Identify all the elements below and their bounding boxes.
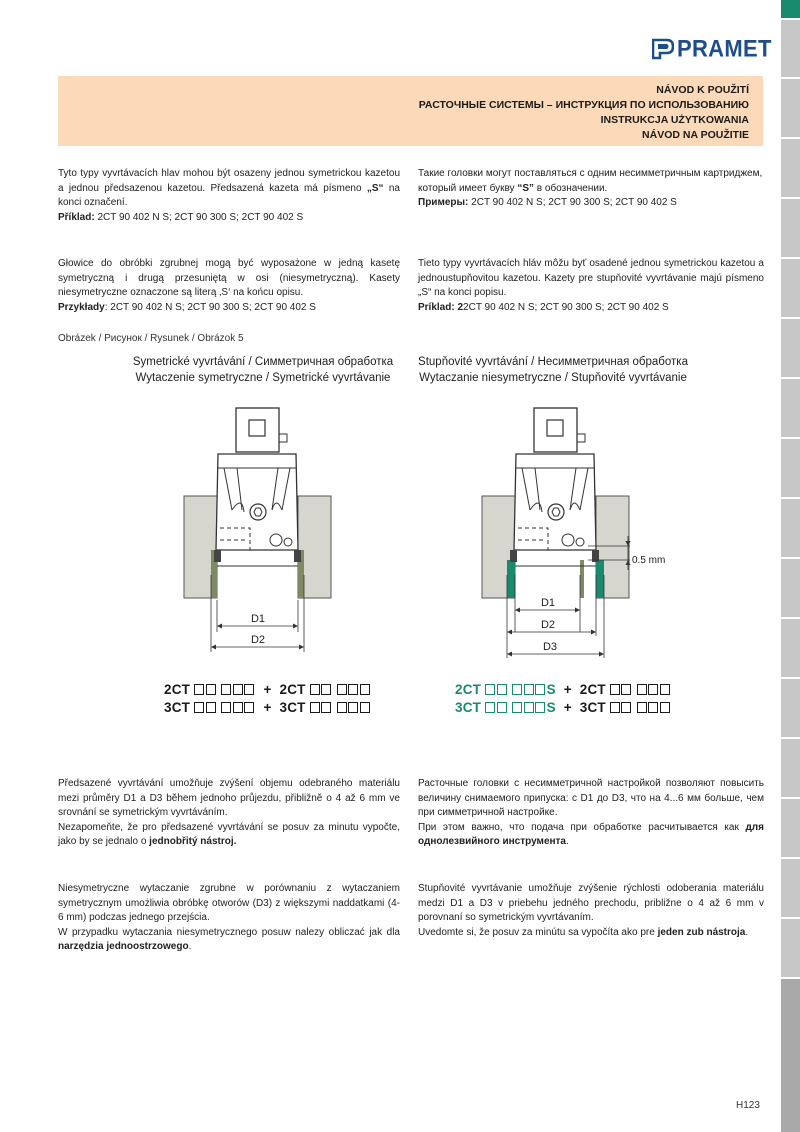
dimension-d2-label: D2 xyxy=(540,619,556,631)
header-line: INSTRUKCJA UŻYTKOWANIA xyxy=(600,114,749,126)
text: Stupňovité vyvrtávanie umožňuje zvýšenie rýchlosti odoberania materiálu medzi D1 a D3 v priebehu jedného prechodu, približne o 4 až 6 mm v porovnaní so symetrickým vyvrtávaním. xyxy=(418,883,764,923)
code-box xyxy=(360,684,370,695)
code-box xyxy=(648,684,658,695)
title-line: Wytaczenie symetryczne / Symetrické vyvrtávanie xyxy=(135,372,391,384)
side-tab[interactable] xyxy=(781,499,800,557)
outro-cz xyxy=(58,777,400,850)
header-band xyxy=(58,76,763,146)
text: W przypadku wytaczania niesymetrycznego posuw nalezy obliczać jak dla xyxy=(58,926,400,938)
center-screw xyxy=(548,504,564,520)
example-text: 2CT 90 402 N S; 2CT 90 300 S; 2CT 90 402 S xyxy=(463,301,669,313)
code-box xyxy=(485,684,495,695)
code-box xyxy=(535,684,545,695)
stepped-boring-drawing xyxy=(470,400,700,670)
pramet-logo-icon xyxy=(652,38,674,60)
side-tab-active[interactable] xyxy=(781,0,800,18)
side-tab-strip xyxy=(781,0,800,1132)
side-tab[interactable] xyxy=(781,379,800,437)
text: . xyxy=(745,926,749,938)
header-line: NÁVOD NA POUŽITIE xyxy=(642,129,749,141)
shank xyxy=(534,408,577,452)
code-box xyxy=(621,684,631,695)
text: в обозначении. xyxy=(534,182,608,194)
code-prefix: 2CT xyxy=(455,682,482,697)
stock-left xyxy=(507,560,515,598)
adjust-screw xyxy=(284,538,292,546)
brand-name: PRAMET xyxy=(677,34,772,62)
title-line: Wytaczanie niesymetryczne / Stupňovité vyvrtávanie xyxy=(419,372,687,384)
text: Niesymetryczne wytaczanie zgrubne w porównaniu z wytaczaniem symetrycznym umożliwia obróbkę otworów (D3) z większymi naddatkami (4-6 mm) podczas jednego przejścia. xyxy=(58,883,400,923)
stock-right xyxy=(596,560,604,598)
code-box xyxy=(485,702,495,713)
code-box xyxy=(621,702,631,713)
text: Tieto typy vyvrtávacích hláv môžu byť osadené jednou symetrickou kazetou a jednoustupňovitou kazetou. Kazety pre stupňovité vyvrtávanie majú písmeno „S“ na konci popisu. xyxy=(418,258,764,298)
text-bold: „S“ xyxy=(366,182,384,194)
code-box xyxy=(497,684,507,695)
title-line: Stupňovité vyvrtávání / Несимметричная обработка xyxy=(418,356,688,368)
code-prefix: 2CT xyxy=(279,682,306,697)
side-tab[interactable] xyxy=(781,799,800,857)
code-box xyxy=(321,702,331,713)
code-box xyxy=(194,702,204,713)
title-line: Symetrické vyvrtávání / Симметричная обработка xyxy=(132,356,394,368)
code-box xyxy=(348,702,358,713)
code-box xyxy=(524,702,534,713)
shank xyxy=(236,408,279,452)
code-box xyxy=(660,702,670,713)
header-title xyxy=(419,83,749,143)
code-line-2ct-s xyxy=(455,681,671,699)
example-label: Przykłady xyxy=(58,301,105,313)
code-box xyxy=(610,684,620,695)
dimension-d3-label: D3 xyxy=(542,641,558,653)
code-box xyxy=(194,684,204,695)
text: Předsazené vyvrtávání umožňuje zvýšení objemu odebraného materiálu mezi průměry D1 a D3 během jednoho průjezdu, přibližně o 4 až 6 mm ve srovnání se symetrickým vyvrtáváním. xyxy=(58,778,400,818)
text: Такие головки могут поставляться с одним несимметричным картриджем, который имеет букву xyxy=(418,168,763,194)
side-tab[interactable] xyxy=(781,619,800,677)
outro-pl xyxy=(58,882,400,955)
code-box xyxy=(637,684,647,695)
side-tab[interactable] xyxy=(781,319,800,377)
brand-logo xyxy=(652,36,772,62)
insert-left xyxy=(510,550,517,562)
cartridge-screw xyxy=(270,534,282,546)
code-box xyxy=(512,684,522,695)
code-box xyxy=(535,702,545,713)
code-box xyxy=(221,702,231,713)
text: Nezapomeňte, že pro předsazené vyvrtávání se posuv za minutu vypočte, jako by se jednalo o xyxy=(58,821,400,847)
adjust-screw xyxy=(576,538,584,546)
text: . xyxy=(188,941,192,952)
intro-sk xyxy=(418,257,764,315)
code-box xyxy=(206,702,216,713)
figure-left-title xyxy=(108,354,418,386)
outro-ru xyxy=(418,777,764,850)
plus-sign: + xyxy=(563,682,572,697)
text-bold: jeden zub nástroja xyxy=(657,926,746,938)
code-prefix: 3CT xyxy=(279,700,306,715)
code-prefix: 2CT xyxy=(579,682,606,697)
side-tab[interactable] xyxy=(781,259,800,317)
code-box xyxy=(206,684,216,695)
text: Uvedomte si, že posuv za minútu sa vypočíta ako pre xyxy=(418,926,658,938)
code-box xyxy=(637,702,647,713)
dimension-d1-label: D1 xyxy=(250,613,266,625)
code-box xyxy=(233,702,243,713)
example-label: Příklad: xyxy=(58,211,95,223)
text-bold: “S” xyxy=(517,182,535,194)
example-text: 2CT 90 402 N S; 2CT 90 300 S; 2CT 90 402 S xyxy=(94,211,304,223)
code-box xyxy=(497,702,507,713)
code-box xyxy=(233,684,243,695)
plus-sign: + xyxy=(263,700,272,715)
shank-key xyxy=(577,434,585,442)
text-bold: narzędzia jednoostrzowego xyxy=(58,941,189,952)
code-line-3ct-s xyxy=(455,699,671,717)
offset-label: 0.5 mm xyxy=(632,555,666,566)
shank-key xyxy=(279,434,287,442)
insert-right xyxy=(294,550,301,562)
text: Tyto typy vyvrtávacích hlav mohou být osazeny jednou symetrickou kazetou a jednou předsazenou kazetou. Předsazená kazeta má písmeno xyxy=(58,168,400,194)
code-prefix: 3CT xyxy=(579,700,606,715)
header-line: РАСТОЧНЫЕ СИСТЕМЫ – ИНСТРУКЦИЯ ПО ИСПОЛЬЗОВАНИЮ xyxy=(418,99,749,111)
center-screw xyxy=(250,504,266,520)
code-box xyxy=(348,684,358,695)
text: Głowice do obróbki zgrubnej mogą być wyposażone w jedną kasetę symetryczną i drugą przesuniętą w osi (niesymetryczną). Kasety niesymetryczne oznaczone są literą ‚S‘ na końcu opisu. xyxy=(58,258,400,298)
text-bold: для однолезвийного инструмента xyxy=(418,821,764,847)
code-box xyxy=(310,702,320,713)
code-box xyxy=(310,684,320,695)
side-tab[interactable] xyxy=(781,439,800,497)
intro-cz xyxy=(58,167,400,225)
plus-sign: + xyxy=(563,700,572,715)
side-tab[interactable] xyxy=(781,199,800,257)
code-box xyxy=(610,702,620,713)
text: . xyxy=(566,836,569,847)
side-tab[interactable] xyxy=(781,79,800,137)
figure-right-title xyxy=(398,354,708,386)
text: При этом важно, что подача при обработке расчитывается как xyxy=(418,821,746,833)
cartridge-screw xyxy=(562,534,574,546)
symmetric-boring-drawing xyxy=(170,400,340,660)
header-line: NÁVOD K POUŽITÍ xyxy=(656,84,749,96)
code-box xyxy=(660,684,670,695)
code-prefix: 2CT xyxy=(164,682,191,697)
code-prefix: 3CT xyxy=(455,700,482,715)
side-tab-group[interactable] xyxy=(781,979,800,1132)
code-box xyxy=(360,702,370,713)
code-line-2ct xyxy=(164,681,371,699)
plus-sign: + xyxy=(263,682,272,697)
text-bold: jednobřitý nástroj. xyxy=(149,836,237,847)
side-tab[interactable] xyxy=(781,919,800,977)
code-line-3ct xyxy=(164,699,371,717)
code-suffix: S xyxy=(546,700,556,715)
figure-caption: Obrázek / Рисунок / Rysunek / Obrázok 5 xyxy=(58,333,244,344)
code-box xyxy=(221,684,231,695)
code-suffix: S xyxy=(546,682,556,697)
code-box xyxy=(321,684,331,695)
side-tab[interactable] xyxy=(781,559,800,617)
outro-sk xyxy=(418,882,764,940)
code-box xyxy=(337,702,347,713)
side-tab[interactable] xyxy=(781,739,800,797)
code-box xyxy=(524,684,534,695)
side-tab[interactable] xyxy=(781,679,800,737)
example-text: : 2CT 90 402 N S; 2CT 90 300 S; 2CT 90 402 S xyxy=(104,301,316,313)
example-label: Примеры: xyxy=(418,197,469,208)
text: Расточные головки с несимметричной настройкой позволяют повысить величину снимаемого припуска: с D1 до D3, что на 4...6 мм больше, чем при симметричной настройке. xyxy=(418,778,764,818)
page-number: H123 xyxy=(736,1100,760,1111)
side-tab[interactable] xyxy=(781,139,800,197)
text: na konci označení. xyxy=(58,182,400,208)
code-box xyxy=(244,702,254,713)
dimension-d2-label: D2 xyxy=(250,634,266,646)
code-box xyxy=(337,684,347,695)
side-tab[interactable] xyxy=(781,20,800,77)
code-box xyxy=(648,702,658,713)
intro-pl xyxy=(58,257,400,315)
code-box xyxy=(512,702,522,713)
dimension-d1-label: D1 xyxy=(540,597,556,609)
intro-ru xyxy=(418,167,764,211)
example-text: 2CT 90 402 N S; 2CT 90 300 S; 2CT 90 402 S xyxy=(468,197,677,208)
code-box xyxy=(244,684,254,695)
side-tab[interactable] xyxy=(781,859,800,917)
code-prefix: 3CT xyxy=(164,700,191,715)
insert-left xyxy=(214,550,221,562)
example-label: Príklad: 2 xyxy=(418,301,464,313)
